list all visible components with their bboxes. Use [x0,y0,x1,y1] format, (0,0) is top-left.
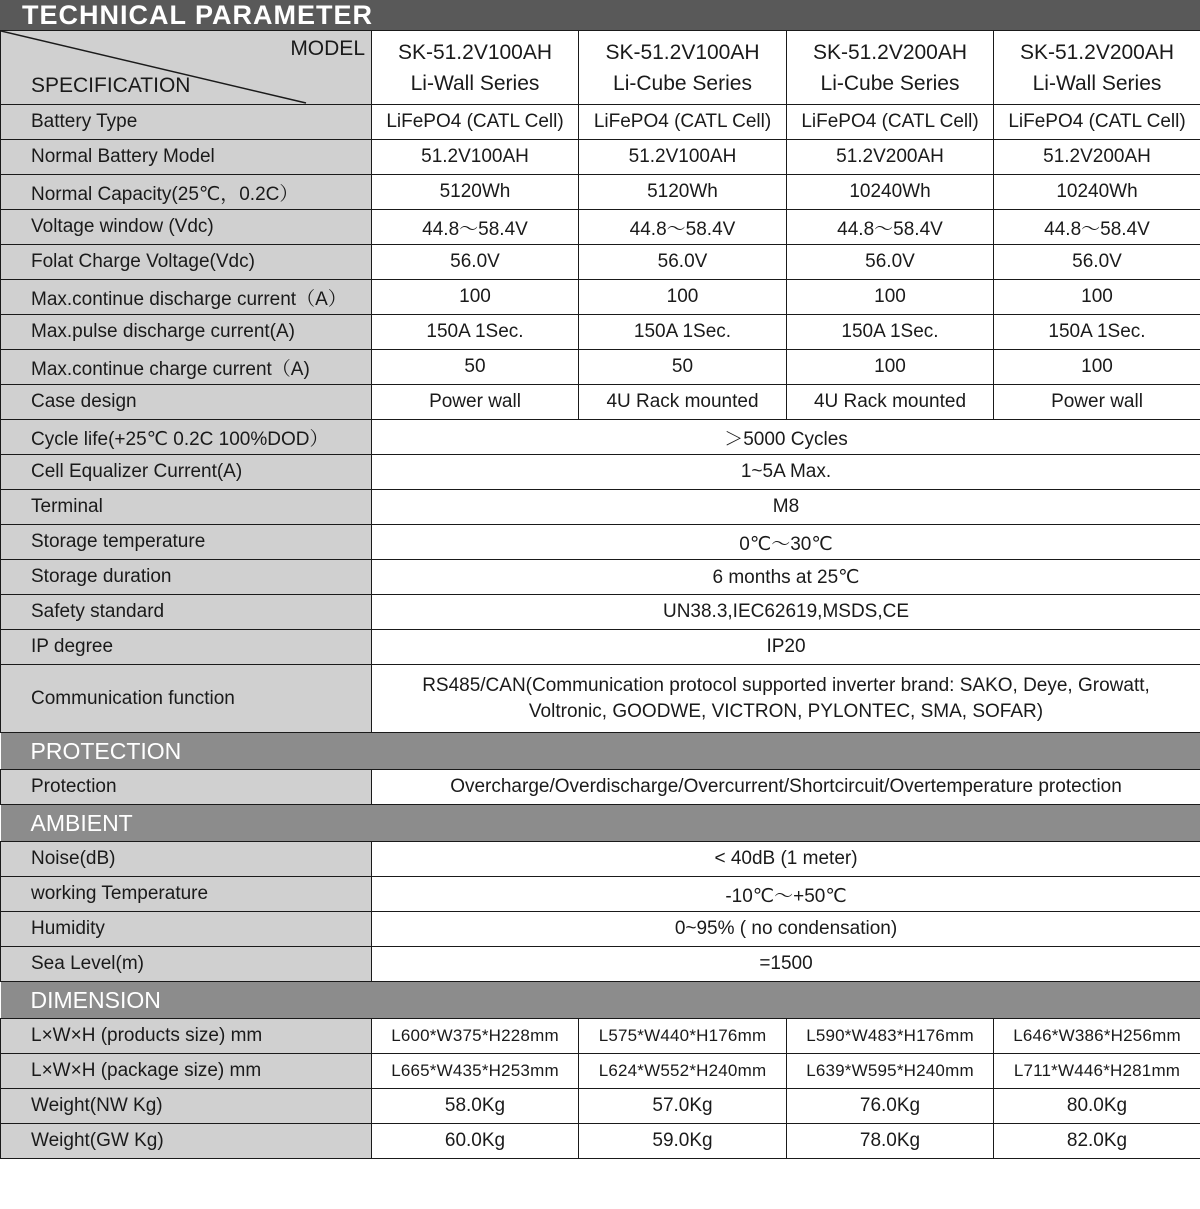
spec-value: 60.0Kg [372,1124,579,1159]
spec-row [1,140,1200,175]
spec-table [0,30,1200,1159]
spec-value: 150A 1Sec. [787,315,994,350]
spec-value: 0~95% ( no condensation) [372,912,1200,947]
row-label: Battery Type [1,105,372,140]
row-label: Cycle life(+25℃ 0.2C 100%DOD） [1,420,372,455]
section-ambient [1,805,1200,842]
spec-value: 4U Rack mounted [579,385,787,420]
spec-value: UN38.3,IEC62619,MSDS,CE [372,595,1200,630]
row-label: Max.continue discharge current（A） [1,280,372,315]
spec-value: 44.8～58.4V [579,210,787,245]
spec-row [1,490,1200,525]
spec-value: -10℃～+50℃ [372,877,1200,912]
row-label: Folat Charge Voltage(Vdc) [1,245,372,280]
spec-row [1,385,1200,420]
spec-row [1,1054,1200,1089]
spec-value: 51.2V200AH [994,140,1200,175]
header-corner [1,31,372,105]
spec-value: 10240Wh [787,175,994,210]
communication-line: Voltronic, GOODWE, VICTRON, PYLONTEC, SMA, SOFAR) [528,700,1044,722]
spec-value: 5120Wh [579,175,787,210]
spec-row [1,947,1200,982]
model-header: SK-51.2V100AH Li-Cube Series [579,31,787,105]
row-label: Communication function [1,665,372,733]
spec-label: SPECIFICATION [31,74,191,97]
spec-value: 100 [579,280,787,315]
spec-row [1,245,1200,280]
spec-row [1,1089,1200,1124]
row-label: Sea Level(m) [1,947,372,982]
spec-row [1,315,1200,350]
row-label: Case design [1,385,372,420]
spec-value: 56.0V [994,245,1200,280]
spec-value: IP20 [372,630,1200,665]
spec-value: 44.8～58.4V [787,210,994,245]
spec-value: 100 [994,350,1200,385]
spec-value: L665*W435*H253mm [372,1054,579,1089]
spec-value: 10240Wh [994,175,1200,210]
spec-value: 100 [787,350,994,385]
spec-value: 82.0Kg [994,1124,1200,1159]
spec-row [1,1124,1200,1159]
row-label: L×W×H (products size) mm [1,1019,372,1054]
row-label: Voltage window (Vdc) [1,210,372,245]
spec-value: 56.0V [372,245,579,280]
spec-row [1,595,1200,630]
spec-value: 56.0V [787,245,994,280]
spec-value: L639*W595*H240mm [787,1054,994,1089]
spec-row [1,175,1200,210]
communication-value [372,665,1200,733]
spec-row [1,455,1200,490]
row-label: Weight(GW Kg) [1,1124,372,1159]
row-label: working Temperature [1,877,372,912]
spec-value: 150A 1Sec. [372,315,579,350]
spec-value: LiFePO4 (CATL Cell) [372,105,579,140]
spec-row [1,630,1200,665]
row-label: Normal Capacity(25℃，0.2C） [1,175,372,210]
spec-value: 80.0Kg [994,1089,1200,1124]
spec-row [1,770,1200,805]
spec-value: Power wall [372,385,579,420]
row-label: Humidity [1,912,372,947]
spec-value: 4U Rack mounted [787,385,994,420]
spec-value: 50 [579,350,787,385]
spec-value: L590*W483*H176mm [787,1019,994,1054]
spec-row [1,280,1200,315]
row-label: Storage duration [1,560,372,595]
row-label: Max.continue charge current（A) [1,350,372,385]
row-label: Weight(NW Kg) [1,1089,372,1124]
section-dimension [1,982,1200,1019]
row-label: Max.pulse discharge current(A) [1,315,372,350]
spec-value: L624*W552*H240mm [579,1054,787,1089]
spec-value: 100 [372,280,579,315]
spec-value: 57.0Kg [579,1089,787,1124]
row-label: IP degree [1,630,372,665]
model-header: SK-51.2V200AH Li-Wall Series [994,31,1200,105]
spec-row [1,210,1200,245]
row-label: Storage temperature [1,525,372,560]
spec-value: L711*W446*H281mm [994,1054,1200,1089]
row-label: Cell Equalizer Current(A) [1,455,372,490]
row-label: Terminal [1,490,372,525]
spec-row [1,350,1200,385]
spec-value: Power wall [994,385,1200,420]
communication-line: RS485/CAN(Communication protocol supported inverter brand: SAKO, Deye, Growatt, [422,674,1150,696]
row-label: L×W×H (package size) mm [1,1054,372,1089]
spec-value: L600*W375*H228mm [372,1019,579,1054]
section-ambient-title: AMBIENT [1,805,1200,842]
spec-row [1,420,1200,455]
section-dimension-title: DIMENSION [1,982,1200,1019]
spec-row [1,842,1200,877]
page-title: TECHNICAL PARAMETER [0,0,1200,30]
section-protection-title: PROTECTION [1,733,1200,770]
spec-value: 59.0Kg [579,1124,787,1159]
row-label: Safety standard [1,595,372,630]
spec-value: Overcharge/Overdischarge/Overcurrent/Shortcircuit/Overtemperature protection [372,770,1200,805]
spec-value: L646*W386*H256mm [994,1019,1200,1054]
spec-value: 78.0Kg [787,1124,994,1159]
spec-value: L575*W440*H176mm [579,1019,787,1054]
spec-value: LiFePO4 (CATL Cell) [994,105,1200,140]
spec-value: 56.0V [579,245,787,280]
spec-value: 51.2V100AH [372,140,579,175]
spec-row [1,912,1200,947]
spec-value: 58.0Kg [372,1089,579,1124]
spec-value: M8 [372,490,1200,525]
spec-value: 50 [372,350,579,385]
model-header: SK-51.2V100AH Li-Wall Series [372,31,579,105]
spec-value: 51.2V100AH [579,140,787,175]
spec-value: 100 [994,280,1200,315]
spec-value: < 40dB (1 meter) [372,842,1200,877]
spec-row [1,560,1200,595]
spec-value: 51.2V200AH [787,140,994,175]
header-row [1,31,1200,105]
row-label: Noise(dB) [1,842,372,877]
spec-value: LiFePO4 (CATL Cell) [787,105,994,140]
spec-value: ＞5000 Cycles [372,420,1200,455]
spec-value: 150A 1Sec. [994,315,1200,350]
spec-value: 5120Wh [372,175,579,210]
spec-value: 1~5A Max. [372,455,1200,490]
row-label: Normal Battery Model [1,140,372,175]
spec-value: 44.8～58.4V [994,210,1200,245]
spec-row [1,525,1200,560]
spec-row [1,1019,1200,1054]
spec-row [1,105,1200,140]
spec-value: LiFePO4 (CATL Cell) [579,105,787,140]
model-label: MODEL [290,37,365,60]
spec-value: 44.8～58.4V [372,210,579,245]
spec-value: 76.0Kg [787,1089,994,1124]
spec-value: 150A 1Sec. [579,315,787,350]
spec-value: 6 months at 25℃ [372,560,1200,595]
row-label: Protection [1,770,372,805]
spec-row [1,877,1200,912]
model-header: SK-51.2V200AH Li-Cube Series [787,31,994,105]
spec-value: 0℃～30℃ [372,525,1200,560]
spec-value: =1500 [372,947,1200,982]
spec-row [1,665,1200,733]
section-protection [1,733,1200,770]
spec-value: 100 [787,280,994,315]
